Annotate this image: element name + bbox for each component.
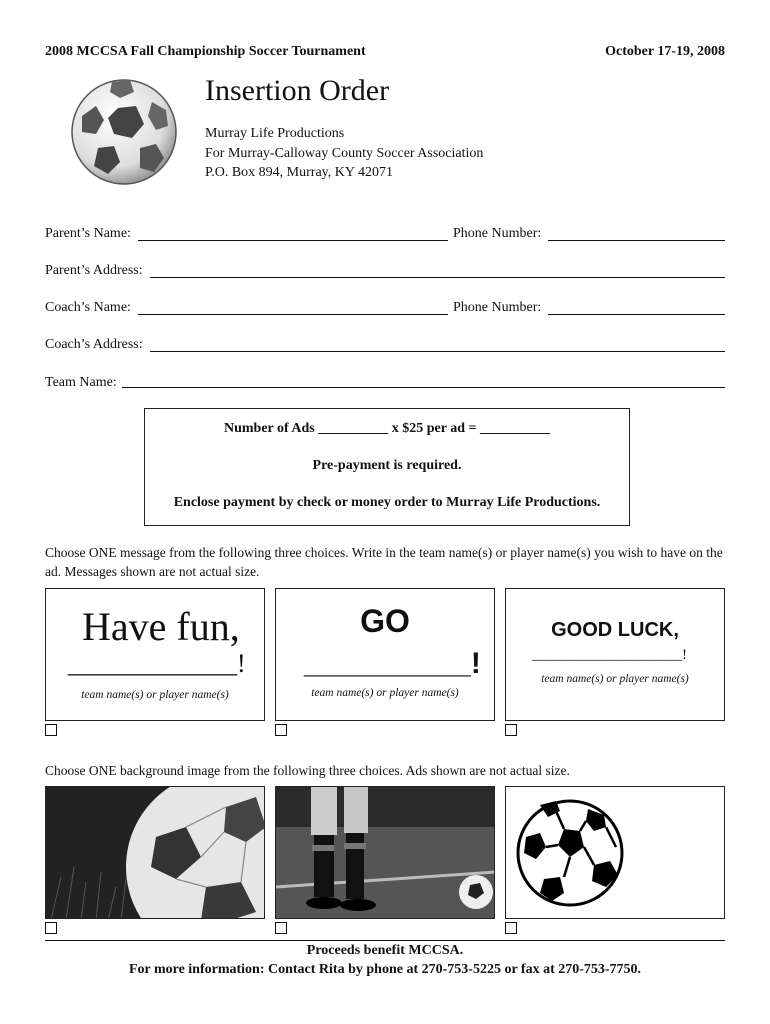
parent-address-label: Parent’s Address: [45,263,143,278]
soccer-ball-clipart-icon [506,787,725,919]
footer-contact: For more information: Contact Rita by phone at 270-753-5225 or fax at 270-753-7750. [128,962,642,977]
parent-name-label: Parent’s Name: [45,226,131,241]
coach-address-label: Coach’s Address: [45,337,143,352]
coach-phone-label: Phone Number: [453,300,542,315]
message-instructions: Choose ONE message from the following three choices. Write in the team name(s) or player name(s) you wish to have on the ad. Messages shown are not actual size. [45,545,723,579]
message-checkbox-2[interactable] [275,724,287,736]
player-legs-photo-icon [276,787,495,919]
coach-phone-field[interactable] [548,314,725,315]
message-subtext: team name(s) or player name(s) [541,673,689,685]
org-association: For Murray-Calloway County Soccer Association [205,146,484,161]
message-option-good-luck[interactable] [505,588,725,721]
soccer-ball-photo-icon [46,787,265,919]
org-address: P.O. Box 894, Murray, KY 42071 [205,165,393,180]
page-title: Insertion Order [205,74,390,107]
background-option-player-photo[interactable] [275,786,495,919]
parent-name-field[interactable] [138,240,448,241]
org-name: Murray Life Productions [205,126,345,141]
background-instructions: Choose ONE background image from the following three choices. Ads shown are not actual size. [45,763,570,778]
background-checkbox-3[interactable] [505,922,517,934]
soccer-ball-logo-icon [68,76,180,188]
message-heading: GOOD LUCK, [551,619,679,641]
coach-address-field[interactable] [150,351,725,352]
coach-name-label: Coach’s Name: [45,300,131,315]
message-blank: _____________! [68,649,246,678]
message-subtext: team name(s) or player name(s) [81,689,229,701]
background-option-ball-clipart[interactable] [505,786,725,919]
background-checkbox-2[interactable] [275,922,287,934]
message-heading: GO [360,603,410,639]
message-checkbox-1[interactable] [45,724,57,736]
team-name-label: Team Name: [45,375,117,390]
event-title: 2008 MCCSA Fall Championship Soccer Tournament [45,44,366,59]
footer-proceeds: Proceeds benefit MCCSA. [306,943,464,958]
order-box [144,408,630,526]
background-checkbox-1[interactable] [45,922,57,934]
footer-divider [45,940,725,941]
message-heading: Have fun, [82,604,240,649]
prepayment-notice: Pre-payment is required. [312,458,462,473]
parent-phone-label: Phone Number: [453,226,542,241]
message-checkbox-3[interactable] [505,724,517,736]
background-option-ball-photo[interactable] [45,786,265,919]
message-blank: __________! [304,647,481,680]
message-blank: ____________________! [532,647,687,663]
event-dates: October 17-19, 2008 [605,44,725,59]
parent-address-field[interactable] [150,277,725,278]
message-subtext: team name(s) or player name(s) [311,687,459,699]
team-name-field[interactable] [122,387,725,388]
ads-quantity-line[interactable]: Number of Ads __________ x $25 per ad = __________ [224,421,550,436]
parent-phone-field[interactable] [548,240,725,241]
message-option-go[interactable] [275,588,495,721]
message-option-have-fun[interactable] [45,588,265,721]
coach-name-field[interactable] [138,314,448,315]
payment-instructions: Enclose payment by check or money order to Murray Life Productions. [173,495,601,510]
